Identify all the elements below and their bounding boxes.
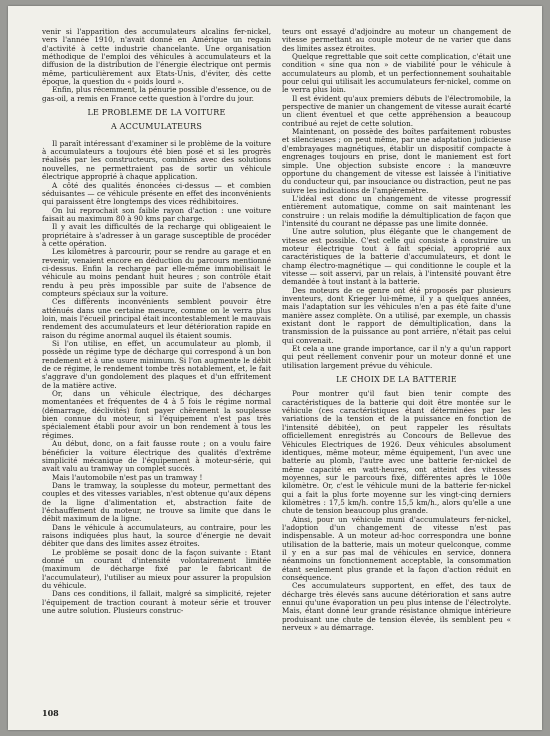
paragraph: Si l'on utilise, en effet, un accumulateur au plomb, il possède un régime type de décharge qui correspond à un bon rendement et à une usure minimum. Si l'on augmente le débit de ce régime, le rendement tombe très notablement, et, le fait s'aggrave d'un gondolement des plaques et d'un effritement de la matière active. [42,339,271,390]
paragraph: Maintenant, on possède des boîtes parfaitement robustes et silencieuses ; on peut même, par une adaptation judicieuse d'embrayages magnétiques, établir un dispositif compacte à engrenages toujours en prise, dont le maniement est fort simple. Une objection subsiste encore : la manœuvre opportune du changement de vitesse est laissée à l'initiative du conducteur qui, par insouciance ou distraction, peut ne pas suivre les indications de l'ampèremètre. [282,127,511,195]
document-page [8,6,542,730]
paragraph: Il y avait les difficultés de la recharge qui obligeaient le propriétaire à s'adresser à un garage susceptible de procéder à cette opération. [42,222,271,248]
paragraph: Ces accumulateurs supportent, en effet, des taux de décharge très élevés sans aucune détérioration et sans autre ennui qu'une évaporation un peu plus intense de l'électrolyte. Mais, étant donné leur grande résistance ohmique intérieure produisant une chute de tension élevée, ils semblent peu « nerveux » au démarrage. [282,581,511,633]
paragraph: Ainsi, pour un véhicule muni d'accumulateurs fer-nickel, l'adoption d'un changement de vitesse n'est pas indispensable. A un moteur ad-hoc correspondra une bonne utilisation de la batterie, mais un moteur quelconque, comme il y en a sur pas mal de véhicules en service, donnera néanmoins un fonctionnement acceptable, la consommation étant seulement plus grande et la façon d'action réduit en conséquence. [282,514,511,582]
paragraph: On lui reprochait son faible rayon d'action : une voiture faisait au maximum 80 à 90 kms par charge. [42,205,271,223]
paragraph: L'idéal est donc un changement de vitesse progressif entièrement automatique, comme on sait maintenant les construire : un relais modifie la démultiplication de façon que l'intensité du courant ne dépasse pas une limite donnée. [282,193,511,228]
paragraph: Le problème se posait donc de la façon suivante : Etant donné un courant d'intensité volontairement limitée (maximum de décharge fixé par le fabricant de l'accumulateur), l'utiliser au mieux pour assurer la propulsion du véhicule. [42,547,271,590]
paragraph: Il paraît intéressant d'examiner si le problème de la voiture à accumulateurs a toujours été bien posé et si les progrès réalisés par les constructeurs, combinés avec des solutions nouvelles, ne permettraient pas de sortir un véhicule électrique approprié à chaque application. [42,138,271,182]
paragraph: Au début, donc, on a fait fausse route ; on a voulu faire bénéficier la voiture électrique des qualités d'extrême simplicité mécanique de l'équipement à moteur-série, qui avait valu au tramway un complet succès. [42,439,271,474]
section-subheading: A ACCUMULATEURS [110,122,203,132]
paragraph: teurs ont essayé d'adjoindre au moteur un changement de vitesse permettant au couple moteur de ne varier que dans des limites assez étroites. [282,28,511,53]
paragraph: Mais l'automobile n'est pas un tramway ! [52,472,203,482]
paragraph: Il est évident qu'aux premiers débuts de l'électromobile, la perspective de manier un changement de vitesse aurait écarté un client éventuel et que cette appréhension a beaucoup contribué au rejet de cette solution. [282,93,511,128]
paragraph: Des moteurs de ce genre ont été proposés par plusieurs inventeurs, dont Krieger lui-même, il y a quelques années, mais l'adaptation sur les véhicules n'en a pas été faite d'une manière assez complète. On a utilisé, par exemple, un chassis existant dont le rapport de démultiplication, dans la transmission de la puissance au pont arrière, n'était pas celui qui convenait. [282,285,511,345]
paragraph: Ces différents inconvénients semblent pouvoir être atténués dans une certaine mesure, comme on le verra plus loin, mais l'écueil principal était incontestablement le mauvais rendement des accumulateurs et leur détérioration rapide en raison du régime anormal auquel ils étaient soumis. [42,297,271,340]
section-heading: LE CHOIX DE LA BATTERIE [336,375,457,385]
paragraph: Enfin, plus récemment, la pénurie possible d'essence, ou de gas-oil, a remis en France cette question à l'ordre du jour. [42,85,271,103]
paragraph: venir si l'apparition des accumulateurs alcalins fer-nickel, vers l'année 1910, n'avait donné en Amérique un regain d'activité à cette industrie chancelante. Une organisation méthodique de l'emploi des véhicules à accumulateurs et la diffusion de la distribution de l'énergie électrique ont permis même, particulièrement aux Etats-Unis, d'éviter, dès cette époque, la question du « poids lourd ». [42,28,271,87]
paragraph: Dans le véhicule à accumulateurs, au contraire, pour les raisons indiquées plus haut, la source d'énergie ne devait débiter que dans des limites assez étroites. [42,522,271,549]
paragraph: A côté des qualités énoncées ci-dessus — et combien séduisantes — ce véhicule présente en effet des inconvénients qui paraissent être longtemps des vices rédhibitoires. [42,180,271,207]
left-column [42,28,271,718]
paragraph: Et cela a une grande importance, car il n'y a qu'un rapport qui peut réellement convenir pour un moteur donné et une utilisation largement prévue du véhicule. [282,344,511,370]
section-heading: LE PROBLEME DE LA VOITURE [87,108,226,118]
paragraph: Une autre solution, plus élégante que le changement de vitesse est possible. C'est celle qui consiste à construire un moteur électrique tout à fait spécial, approprié aux caractéristiques de la batterie d'accumulateurs, et dont le champ électro-magnétique — qui conditionne le couple et la vitesse — soit asservi, par un relais, à l'intensité pouvant être demandée à tout instant à la batterie. [282,227,511,287]
paragraph: Dans ces conditions, il fallait, malgré sa simplicité, rejeter l'équipement de traction courant à moteur série et trouver une autre solution. Plusieurs construc- [42,589,271,616]
paragraph: Pour montrer qu'il faut bien tenir compte des caractéristiques de la batterie qui doit être montée sur le véhicule (ces caractéristiques étant déterminées par les variations de la tension et de la puissance en fonction de l'intensité débitée), on peut rappeler les résultats officiellement enregistrés au Concours de Bellevue des Véhicules Electriques de 1926. Deux véhicules absolument identiques, même moteur, même équipement, l'un avec une batterie au plomb, l'autre avec une batterie fer-nickel de même capacité en watt-heures, ont atteint des vitesses moyennes, sur le parcours fixé, différentes après le 100e kilomètre. Or, c'est le véhicule muni de la batterie fer-nickel qui a fait la plus forte moyenne sur les vingt-cinq derniers kilomètres : 17,5 km/h. contre 15,5 km/h., alors qu'elle a une chute de tension beaucoup plus grande. [282,389,511,516]
paragraph: Dans le tramway, la souplesse du moteur, permettant des couples et des vitesses variables, n'est obtenue qu'aux dépens de la ligne d'alimentation et, abstraction faite de l'échauffement du moteur, ne trouve sa limite que dans le débit maximum de la ligne. [42,480,271,524]
paragraph: Les kilomètres à parcourir, pour se rendre au garage et en revenir, venaient encore en déduction du parcours mentionné ci-dessus. Enfin la recharge par elle-même immobilisait le véhicule au moins pendant huit heures ; son contrôle était rendu à peu près impossible par suite de l'absence de compteurs spéciaux sur la voiture. [42,247,271,298]
page-number: 108 [42,708,59,718]
paragraph: Or, dans un véhicule électrique, des décharges momentanées et fréquentes de 4 à 5 fois le régime normal (démarrage, déclivités) font payer chèrement la souplesse bien connue du moteur, si l'équipement n'est pas très spécialement établi pour avoir un bon rendement à tous les régimes. [42,389,271,440]
right-column [282,28,511,718]
paragraph: Quelque regrettable que soit cette complication, c'était une condition « sine qua non » de viabilité pour le véhicule à accumulateurs au plomb, et un perfectionnement souhaitable pour celui qui utilisait les accumulateurs fer-nickel, comme on le verra plus loin. [282,52,511,95]
